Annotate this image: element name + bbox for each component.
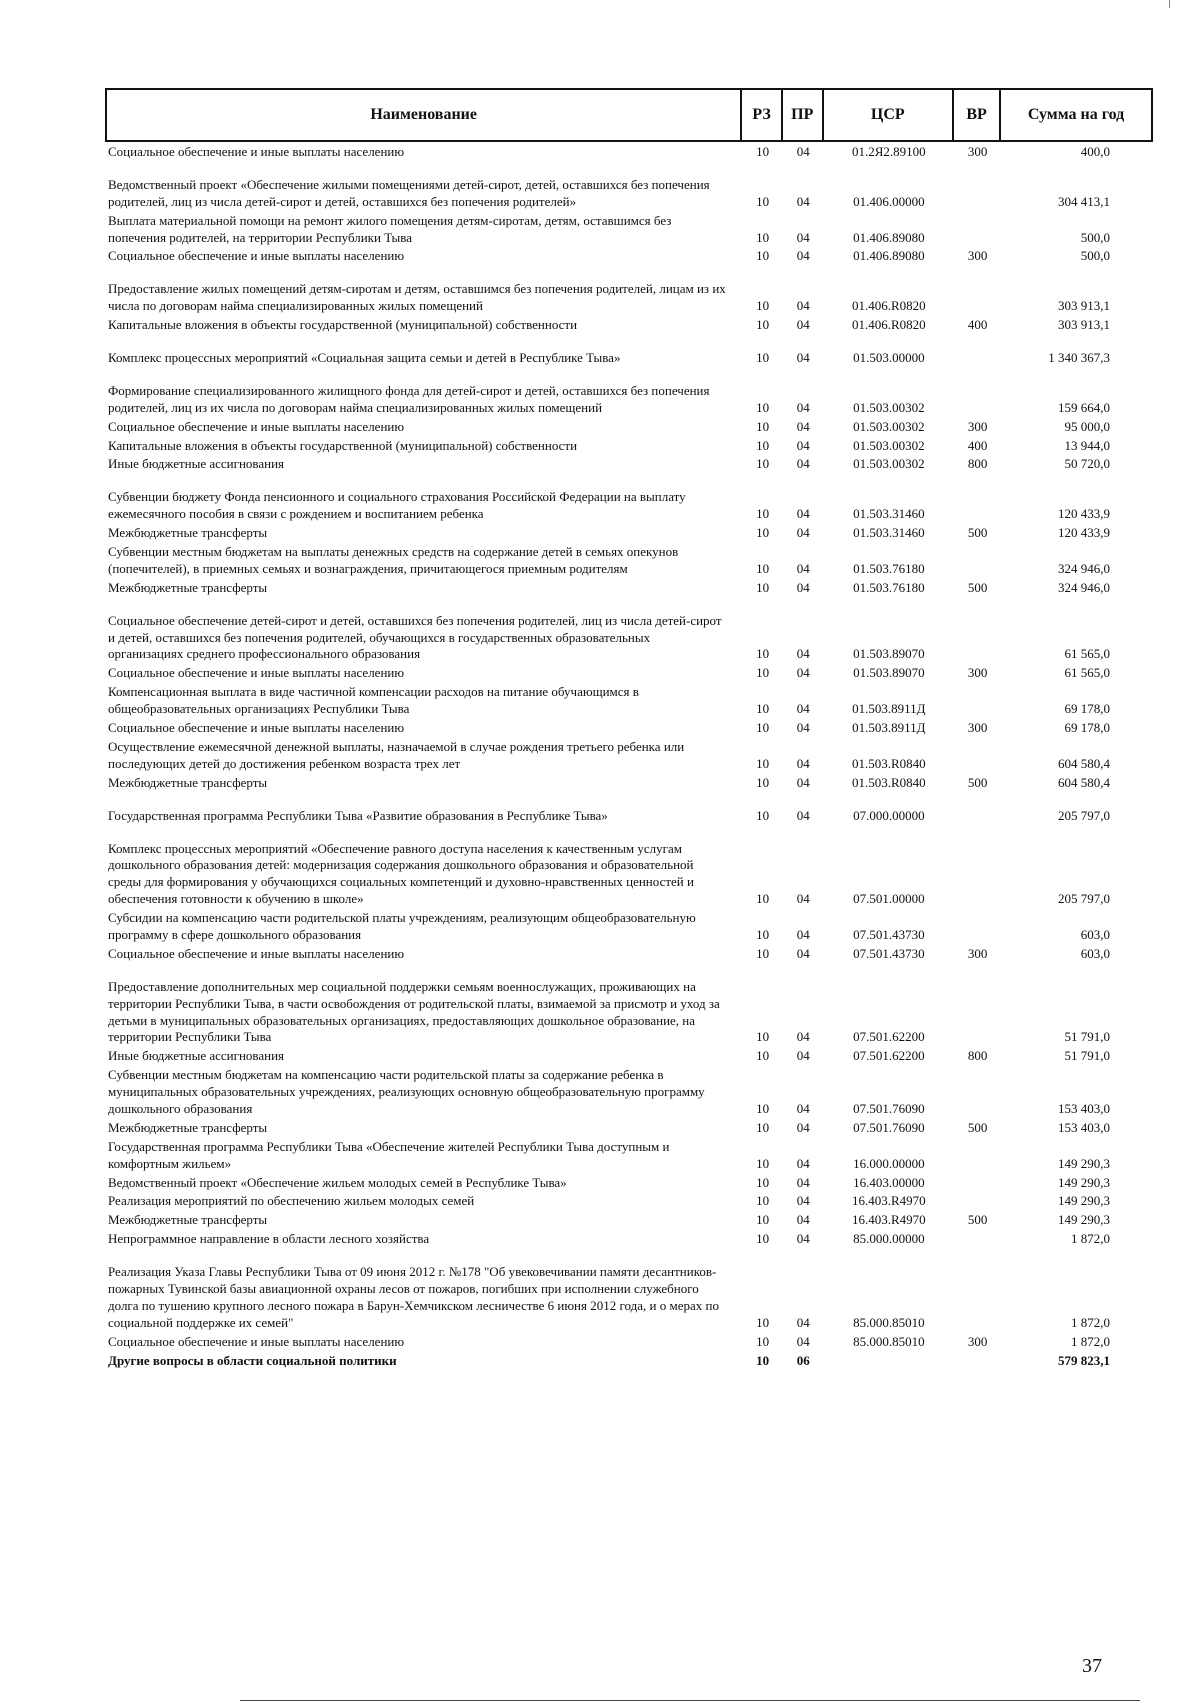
cell-vr <box>953 908 1000 944</box>
cell-csr: 16.403.R4970 <box>851 1193 926 1209</box>
cell-sum: 149 290,3 <box>1058 1212 1110 1228</box>
cell-pr: 04 <box>796 1155 810 1171</box>
cell-pr: 04 <box>796 646 810 662</box>
cell-vr: 800 <box>967 1048 988 1064</box>
cell-rz: 10 <box>756 525 770 541</box>
cell-pr: 04 <box>796 1231 810 1247</box>
cell-pr: 04 <box>796 437 810 453</box>
footer-rule <box>240 1700 1140 1701</box>
cell-sum: 500,0 <box>1080 248 1110 264</box>
cell-csr: 85.000.85010 <box>853 1333 925 1349</box>
cell-pr: 04 <box>796 456 810 472</box>
table-row <box>106 523 1152 542</box>
table-row <box>106 315 1152 334</box>
cell-rz: 10 <box>756 1155 770 1171</box>
table-row <box>106 963 1152 1047</box>
cell-csr: 16.403.R4970 <box>851 1212 926 1228</box>
cell-pr: 06 <box>796 1352 810 1368</box>
table-row <box>106 211 1152 247</box>
table-row <box>106 1332 1152 1351</box>
cell-sum: 61 565,0 <box>1064 665 1110 681</box>
header-name: Наименование <box>106 89 741 141</box>
cell-sum: 604 580,4 <box>1058 774 1110 790</box>
table-row <box>106 436 1152 455</box>
cell-csr: 01.503.00000 <box>853 350 925 366</box>
cell-pr: 04 <box>796 317 810 333</box>
cell-rz: 10 <box>756 456 770 472</box>
cell-csr: 16.000.00000 <box>853 1155 925 1171</box>
table-row <box>106 1229 1152 1248</box>
cell-pr: 04 <box>796 1174 810 1190</box>
cell-rz: 10 <box>756 506 770 522</box>
cell-pr: 04 <box>796 1212 810 1228</box>
cell-sum: 69 178,0 <box>1064 701 1110 717</box>
cell-name: Межбюджетные трансферты <box>108 774 268 790</box>
cell-rz: 10 <box>756 1314 770 1330</box>
cell-pr: 04 <box>796 506 810 522</box>
table-row <box>106 1191 1152 1210</box>
table-row <box>106 1065 1152 1118</box>
cell-vr: 300 <box>967 248 988 264</box>
cell-vr: 400 <box>967 437 988 453</box>
cell-csr: 01.406.R0820 <box>851 317 926 333</box>
cell-csr: 01.503.76180 <box>853 579 925 595</box>
cell-csr: 07.501.43730 <box>853 945 925 961</box>
scan-mark <box>1169 0 1170 8</box>
cell-rz: 10 <box>756 579 770 595</box>
cell-rz: 10 <box>756 1048 770 1064</box>
cell-sum: 120 433,9 <box>1058 525 1110 541</box>
cell-rz: 10 <box>756 807 770 823</box>
cell-rz: 10 <box>756 926 770 942</box>
cell-pr: 04 <box>796 807 810 823</box>
cell-name: Капитальные вложения в объекты государственной (муниципальной) собственности <box>108 317 578 333</box>
cell-pr: 04 <box>796 144 810 159</box>
cell-name: Ведомственный проект «Обеспечение жилыми помещениями детей-сирот, детей, оставшихся без попечения родителей, лиц из числа детей-сирот и детей, оставшихся без попечения родителей» <box>108 176 710 209</box>
cell-pr: 04 <box>796 755 810 771</box>
cell-sum: 304 413,1 <box>1058 193 1110 209</box>
cell-sum: 120 433,9 <box>1058 506 1110 522</box>
cell-csr: 01.503.31460 <box>853 506 925 522</box>
cell-csr: 01.503.89070 <box>853 665 925 681</box>
cell-csr: 01.503.76180 <box>853 560 925 576</box>
cell-name: Социальное обеспечение и иные выплаты населению <box>108 665 405 681</box>
cell-vr <box>953 1191 1000 1210</box>
cell-name: Социальное обеспечение и иные выплаты населению <box>108 1333 405 1349</box>
cell-sum: 500,0 <box>1080 229 1110 245</box>
table-row <box>106 1046 1152 1065</box>
cell-pr: 04 <box>796 248 810 264</box>
cell-vr <box>953 825 1000 909</box>
cell-rz: 10 <box>756 248 770 264</box>
table-row <box>106 792 1152 825</box>
table-row <box>106 246 1152 265</box>
cell-vr: 300 <box>967 1333 988 1349</box>
cell-pr: 04 <box>796 1029 810 1045</box>
table-row <box>106 597 1152 664</box>
cell-sum: 13 944,0 <box>1064 437 1110 453</box>
cell-name: Компенсационная выплата в виде частичной компенсации расходов на питание обучающимся в общеобразовательных организациях Республики Тыва <box>108 684 639 717</box>
cell-name: Реализация Указа Главы Республики Тыва от 09 июня 2012 г. №178 "Об увековечивании памяти десантников-пожарных Тувинской базы авиационной охраны лесов от пожаров, погибших при исполнении служебного долга по тушению крупного лесного пожара в Барун-Хемчикском лесничестве 6 июня 2012 года, и о мерах по социальной поддержке их семей" <box>108 1264 719 1330</box>
cell-rz: 10 <box>756 298 770 314</box>
cell-sum: 324 946,0 <box>1058 560 1110 576</box>
cell-vr <box>953 1248 1000 1332</box>
cell-csr: 01.503.00302 <box>853 399 925 415</box>
table-row <box>106 663 1152 682</box>
cell-sum: 579 823,1 <box>1058 1352 1110 1368</box>
cell-csr: 01.503.00302 <box>853 456 925 472</box>
cell-vr: 300 <box>967 945 988 961</box>
cell-rz: 10 <box>756 1212 770 1228</box>
cell-rz: 10 <box>756 350 770 366</box>
cell-pr: 04 <box>796 350 810 366</box>
cell-csr: 07.501.43730 <box>853 926 925 942</box>
table-row <box>106 417 1152 436</box>
budget-table <box>105 88 1153 1369</box>
cell-pr: 04 <box>796 891 810 907</box>
cell-vr <box>953 1173 1000 1192</box>
cell-vr <box>953 161 1000 211</box>
header-rz: РЗ <box>741 89 782 141</box>
cell-csr: 01.406.00000 <box>853 193 925 209</box>
table-row <box>106 682 1152 718</box>
cell-csr: 07.000.00000 <box>853 807 925 823</box>
table-row <box>106 737 1152 773</box>
cell-pr: 04 <box>796 665 810 681</box>
cell-name: Социальное обеспечение и иные выплаты населению <box>108 144 405 159</box>
cell-name: Ведомственный проект «Обеспечение жильем молодых семей в Республике Тыва» <box>108 1174 567 1190</box>
table-row <box>106 334 1152 367</box>
cell-rz: 10 <box>756 1352 770 1368</box>
cell-sum: 149 290,3 <box>1058 1155 1110 1171</box>
cell-sum: 205 797,0 <box>1058 807 1110 823</box>
cell-sum: 1 872,0 <box>1071 1314 1110 1330</box>
cell-csr: 85.000.85010 <box>853 1314 925 1330</box>
cell-sum: 303 913,1 <box>1058 298 1110 314</box>
cell-sum: 400,0 <box>1080 144 1110 159</box>
cell-sum: 1 340 367,3 <box>1048 350 1110 366</box>
cell-name: Субвенции бюджету Фонда пенсионного и социального страхования Российской Федерации на выплату ежемесячного пособия в связи с рождением и воспитанием ребенка <box>108 489 686 522</box>
cell-csr: 01.406.89080 <box>853 229 925 245</box>
table-row <box>106 908 1152 944</box>
cell-csr: 07.501.62200 <box>853 1029 925 1045</box>
cell-name: Социальное обеспечение и иные выплаты населению <box>108 945 405 961</box>
cell-sum: 603,0 <box>1080 926 1110 942</box>
cell-csr: 01.406.89080 <box>853 248 925 264</box>
cell-vr: 300 <box>967 418 988 434</box>
cell-name: Социальное обеспечение и иные выплаты населению <box>108 418 405 434</box>
cell-name: Комплекс процессных мероприятий «Социальная защита семьи и детей в Республике Тыва» <box>108 350 621 366</box>
cell-vr <box>953 792 1000 825</box>
cell-vr: 500 <box>967 774 988 790</box>
cell-csr: 07.501.76090 <box>853 1100 925 1116</box>
cell-pr: 04 <box>796 560 810 576</box>
cell-sum: 303 913,1 <box>1058 317 1110 333</box>
table-row <box>106 265 1152 315</box>
cell-pr: 04 <box>796 418 810 434</box>
cell-sum: 69 178,0 <box>1064 720 1110 736</box>
cell-sum: 149 290,3 <box>1058 1193 1110 1209</box>
cell-vr <box>953 367 1000 417</box>
cell-rz: 10 <box>756 418 770 434</box>
cell-name: Реализация мероприятий по обеспечению жильем молодых семей <box>108 1193 475 1209</box>
cell-rz: 10 <box>756 399 770 415</box>
cell-csr: 01.503.R0840 <box>851 774 926 790</box>
cell-vr <box>953 597 1000 664</box>
cell-csr: 01.503.8911Д <box>852 720 926 736</box>
table-row <box>106 367 1152 417</box>
cell-csr: 01.2Я2.89100 <box>851 144 926 159</box>
cell-csr: 01.503.31460 <box>853 525 925 541</box>
cell-pr: 04 <box>796 193 810 209</box>
cell-sum: 51 791,0 <box>1064 1048 1110 1064</box>
cell-name: Социальное обеспечение и иные выплаты населению <box>108 248 405 264</box>
table-row <box>106 1173 1152 1192</box>
cell-name: Выплата материальной помощи на ремонт жилого помещения детям-сиротам, детям, оставшимся без попечения родителей, на территории Республики Тыва <box>108 212 672 245</box>
cell-vr: 500 <box>967 579 988 595</box>
table-row <box>106 1137 1152 1173</box>
cell-pr: 04 <box>796 701 810 717</box>
cell-rz: 10 <box>756 1231 770 1247</box>
cell-csr: 01.406.R0820 <box>851 298 926 314</box>
cell-name: Предоставление жилых помещений детям-сиротам и детям, оставшимся без попечения родителей, лицам из их числа по договорам найма специализированных жилых помещений <box>108 281 726 314</box>
cell-pr: 04 <box>796 579 810 595</box>
cell-sum: 50 720,0 <box>1064 456 1110 472</box>
cell-vr: 500 <box>967 1119 988 1135</box>
cell-rz: 10 <box>756 437 770 453</box>
cell-rz: 10 <box>756 774 770 790</box>
cell-pr: 04 <box>796 1314 810 1330</box>
cell-vr <box>953 682 1000 718</box>
cell-rz: 10 <box>756 945 770 961</box>
cell-csr <box>823 1351 953 1370</box>
cell-rz: 10 <box>756 317 770 333</box>
cell-name: Формирование специализированного жилищного фонда для детей-сирот и детей, оставшихся без попечения родителей, лиц из их числа по договорам найма специализированных жилых помещений <box>108 382 710 415</box>
cell-sum: 604 580,4 <box>1058 755 1110 771</box>
cell-rz: 10 <box>756 193 770 209</box>
cell-name: Иные бюджетные ассигнования <box>108 456 285 472</box>
page-number: 37 <box>1082 1655 1102 1677</box>
cell-pr: 04 <box>796 229 810 245</box>
cell-sum: 51 791,0 <box>1064 1029 1110 1045</box>
table-row <box>106 1118 1152 1137</box>
header-csr: ЦСР <box>823 89 953 141</box>
cell-name: Социальное обеспечение и иные выплаты населению <box>108 720 405 736</box>
cell-name: Субвенции местным бюджетам на выплаты денежных средств на содержание детей в семьях опекунов (попечителей), в приемных семьях и вознаграждения, причитающегося приемным родителям <box>108 544 679 576</box>
cell-pr: 04 <box>796 774 810 790</box>
cell-csr: 07.501.76090 <box>853 1119 925 1135</box>
table-row <box>106 1351 1152 1370</box>
table-header-row <box>106 89 1152 141</box>
cell-csr: 07.501.00000 <box>853 891 925 907</box>
cell-vr: 400 <box>967 317 988 333</box>
cell-vr: 300 <box>967 720 988 736</box>
cell-sum: 153 403,0 <box>1058 1100 1110 1116</box>
cell-name: Межбюджетные трансферты <box>108 525 268 541</box>
cell-sum: 603,0 <box>1080 945 1110 961</box>
cell-rz: 10 <box>756 144 770 159</box>
cell-csr: 07.501.62200 <box>853 1048 925 1064</box>
cell-rz: 10 <box>756 891 770 907</box>
cell-vr: 500 <box>967 525 988 541</box>
cell-sum: 159 664,0 <box>1058 399 1110 415</box>
cell-name: Государственная программа Республики Тыва «Обеспечение жителей Республики Тыва доступным и комфортным жильем» <box>108 1138 670 1171</box>
cell-vr <box>953 265 1000 315</box>
header-vr: ВР <box>953 89 1000 141</box>
cell-sum: 1 872,0 <box>1071 1333 1110 1349</box>
table-row <box>106 944 1152 963</box>
table-row <box>106 718 1152 737</box>
cell-name: Другие вопросы в области социальной политики <box>108 1352 397 1368</box>
cell-vr: 300 <box>967 144 988 159</box>
cell-sum: 95 000,0 <box>1064 418 1110 434</box>
cell-pr: 04 <box>796 399 810 415</box>
table-row <box>106 141 1152 161</box>
cell-vr: 500 <box>967 1212 988 1228</box>
cell-name: Субвенции местным бюджетам на компенсацию части родительской платы за содержание ребенка в муниципальных образовательных учреждениях, реализующих основную общеобразовательную программу дошкольного образования <box>108 1067 705 1116</box>
cell-pr: 04 <box>796 1193 810 1209</box>
cell-rz: 10 <box>756 1174 770 1190</box>
cell-name: Непрограммное направление в области лесного хозяйства <box>108 1231 430 1247</box>
cell-vr <box>953 737 1000 773</box>
cell-vr <box>953 473 1000 523</box>
table-body <box>106 141 1152 1369</box>
cell-rz: 10 <box>756 755 770 771</box>
table-row <box>106 773 1152 792</box>
cell-vr <box>953 1137 1000 1173</box>
cell-pr: 04 <box>796 1100 810 1116</box>
table-row <box>106 161 1152 211</box>
cell-csr: 85.000.00000 <box>853 1231 925 1247</box>
cell-rz: 10 <box>756 229 770 245</box>
cell-rz: 10 <box>756 560 770 576</box>
table-row <box>106 578 1152 597</box>
cell-csr: 01.503.89070 <box>853 646 925 662</box>
cell-vr <box>953 1351 1000 1370</box>
table-row <box>106 473 1152 523</box>
cell-name: Осуществление ежемесячной денежной выплаты, назначаемой в случае рождения третьего ребенка или последующих детей до достижения ребенком возраста трех лет <box>108 738 685 771</box>
cell-sum: 61 565,0 <box>1064 646 1110 662</box>
cell-vr <box>953 963 1000 1047</box>
cell-vr: 300 <box>967 665 988 681</box>
cell-csr: 01.503.R0840 <box>851 755 926 771</box>
table-row <box>106 542 1152 578</box>
header-pr: ПР <box>782 89 823 141</box>
cell-sum: 205 797,0 <box>1058 891 1110 907</box>
cell-csr: 01.503.00302 <box>853 418 925 434</box>
cell-csr: 01.503.8911Д <box>852 701 926 717</box>
cell-vr <box>953 1065 1000 1118</box>
cell-vr <box>953 211 1000 247</box>
cell-rz: 10 <box>756 646 770 662</box>
cell-rz: 10 <box>756 720 770 736</box>
table-row <box>106 1248 1152 1332</box>
cell-name: Капитальные вложения в объекты государственной (муниципальной) собственности <box>108 437 578 453</box>
cell-rz: 10 <box>756 701 770 717</box>
cell-name: Субсидии на компенсацию части родительской платы учреждениям, реализующим общеобразовательную программу в сфере дошкольного образования <box>108 910 696 942</box>
cell-pr: 04 <box>796 926 810 942</box>
cell-rz: 10 <box>756 1333 770 1349</box>
cell-vr <box>953 1229 1000 1248</box>
cell-csr: 16.403.00000 <box>853 1174 925 1190</box>
cell-vr: 800 <box>967 456 988 472</box>
cell-sum: 153 403,0 <box>1058 1119 1110 1135</box>
cell-name: Комплекс процессных мероприятий «Обеспечение равного доступа населения к качественным услугам дошкольного образования детей: модернизация содержания дошкольного образования и образовательной среды для формирования у обучающихся социальных компетенций и духовно-нравственных ценностей и обеспечения готовности к обучению в школе» <box>108 840 694 907</box>
cell-vr <box>953 542 1000 578</box>
cell-pr: 04 <box>796 525 810 541</box>
cell-name: Предоставление дополнительных мер социальной поддержки семьям военнослужащих, проживающих на территории Республики Тыва, в части освобождения от родительской платы, взимаемой за присмотр и уход за детьми в муниципальных образовательных организациях, предоставляющих дошкольное образование, на территории Республики Тыва <box>108 978 720 1045</box>
cell-sum: 149 290,3 <box>1058 1174 1110 1190</box>
cell-pr: 04 <box>796 1119 810 1135</box>
cell-rz: 10 <box>756 1029 770 1045</box>
cell-pr: 04 <box>796 945 810 961</box>
cell-name: Социальное обеспечение детей-сирот и детей, оставшихся без попечения родителей, лиц из числа детей-сирот и детей, оставшихся без попечения родителей, обучающихся в государственных образовательных организациях среднего профессионального образования <box>108 612 722 662</box>
cell-name: Иные бюджетные ассигнования <box>108 1048 285 1064</box>
cell-name: Межбюджетные трансферты <box>108 579 268 595</box>
cell-sum: 1 872,0 <box>1071 1231 1110 1247</box>
cell-name: Межбюджетные трансферты <box>108 1212 268 1228</box>
cell-pr: 04 <box>796 1048 810 1064</box>
header-sum: Сумма на год <box>1000 89 1152 141</box>
cell-rz: 10 <box>756 1119 770 1135</box>
cell-rz: 10 <box>756 1100 770 1116</box>
cell-rz: 10 <box>756 1193 770 1209</box>
table-row <box>106 1210 1152 1229</box>
cell-pr: 04 <box>796 298 810 314</box>
cell-pr: 04 <box>796 720 810 736</box>
table-row <box>106 454 1152 473</box>
table-row <box>106 825 1152 909</box>
cell-csr: 01.503.00302 <box>853 437 925 453</box>
cell-name: Государственная программа Республики Тыва «Развитие образования в Республике Тыва» <box>108 807 608 823</box>
cell-pr: 04 <box>796 1333 810 1349</box>
cell-sum: 324 946,0 <box>1058 579 1110 595</box>
cell-rz: 10 <box>756 665 770 681</box>
cell-name: Межбюджетные трансферты <box>108 1119 268 1135</box>
cell-vr <box>953 334 1000 367</box>
